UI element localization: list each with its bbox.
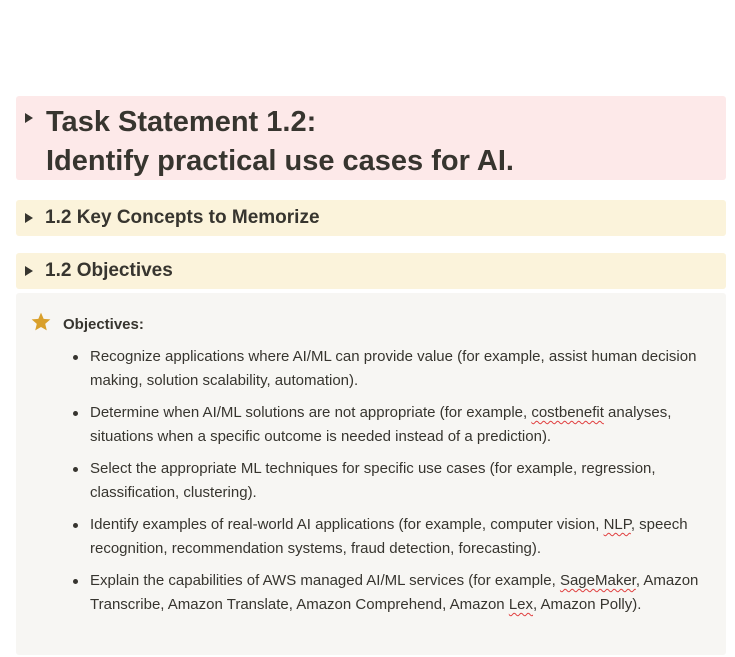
objectives-list xyxy=(72,345,712,625)
task-statement-line2: Identify practical use cases for AI. xyxy=(46,145,514,177)
toggle-triangle-icon[interactable] xyxy=(25,213,33,223)
task-statement-line1: Task Statement 1.2: xyxy=(46,106,317,138)
list-item xyxy=(72,345,712,393)
list-item-text: , Amazon Polly). xyxy=(533,596,642,613)
misspelled-word[interactable]: Lex xyxy=(508,596,534,613)
list-item-text: , Amazon Transcribe, Amazon Translate, Amazon Comprehend, Amazon xyxy=(90,572,699,613)
list-item-text: Identify examples of real-world AI applications (for example, computer vision, xyxy=(90,516,604,533)
misspelled-word[interactable]: costbenefit xyxy=(531,404,604,421)
list-item xyxy=(72,457,712,505)
list-item-text: Recognize applications where AI/ML can provide value (for example, assist human decision making, solution scalability, automation). xyxy=(90,348,697,389)
misspelled-word[interactable]: SageMaker xyxy=(559,572,636,589)
bullet-icon xyxy=(73,355,78,360)
task-statement-heading xyxy=(46,103,514,181)
bullet-icon xyxy=(73,411,78,416)
misspelled-word[interactable]: NLP xyxy=(603,516,631,533)
list-item-text: Select the appropriate ML techniques for specific use cases (for example, regression, classification, clustering). xyxy=(90,460,656,501)
bullet-icon xyxy=(73,467,78,472)
toggle-triangle-icon[interactable] xyxy=(25,113,33,123)
list-item-text: Determine when AI/ML solutions are not appropriate (for example, xyxy=(90,404,532,421)
list-item xyxy=(72,569,712,617)
objectives-toggle[interactable] xyxy=(16,253,726,289)
bullet-icon xyxy=(73,523,78,528)
list-item-text: analyses, situations when a specific outcome is needed instead of a prediction). xyxy=(90,404,672,445)
key-concepts-toggle[interactable] xyxy=(16,200,726,236)
objectives-callout xyxy=(16,293,726,655)
bullet-icon xyxy=(73,579,78,584)
objectives-heading: 1.2 Objectives xyxy=(45,260,173,281)
callout-label: Objectives: xyxy=(63,316,144,333)
star-icon[interactable] xyxy=(30,311,52,333)
list-item xyxy=(72,513,712,561)
toggle-triangle-icon[interactable] xyxy=(25,266,33,276)
task-statement-toggle[interactable] xyxy=(16,96,726,180)
list-item-text: , speech recognition, recommendation systems, fraud detection, forecasting). xyxy=(90,516,688,557)
list-item-text: Explain the capabilities of AWS managed AI/ML services (for example, xyxy=(90,572,560,589)
list-item xyxy=(72,401,712,449)
key-concepts-heading: 1.2 Key Concepts to Memorize xyxy=(45,207,320,228)
